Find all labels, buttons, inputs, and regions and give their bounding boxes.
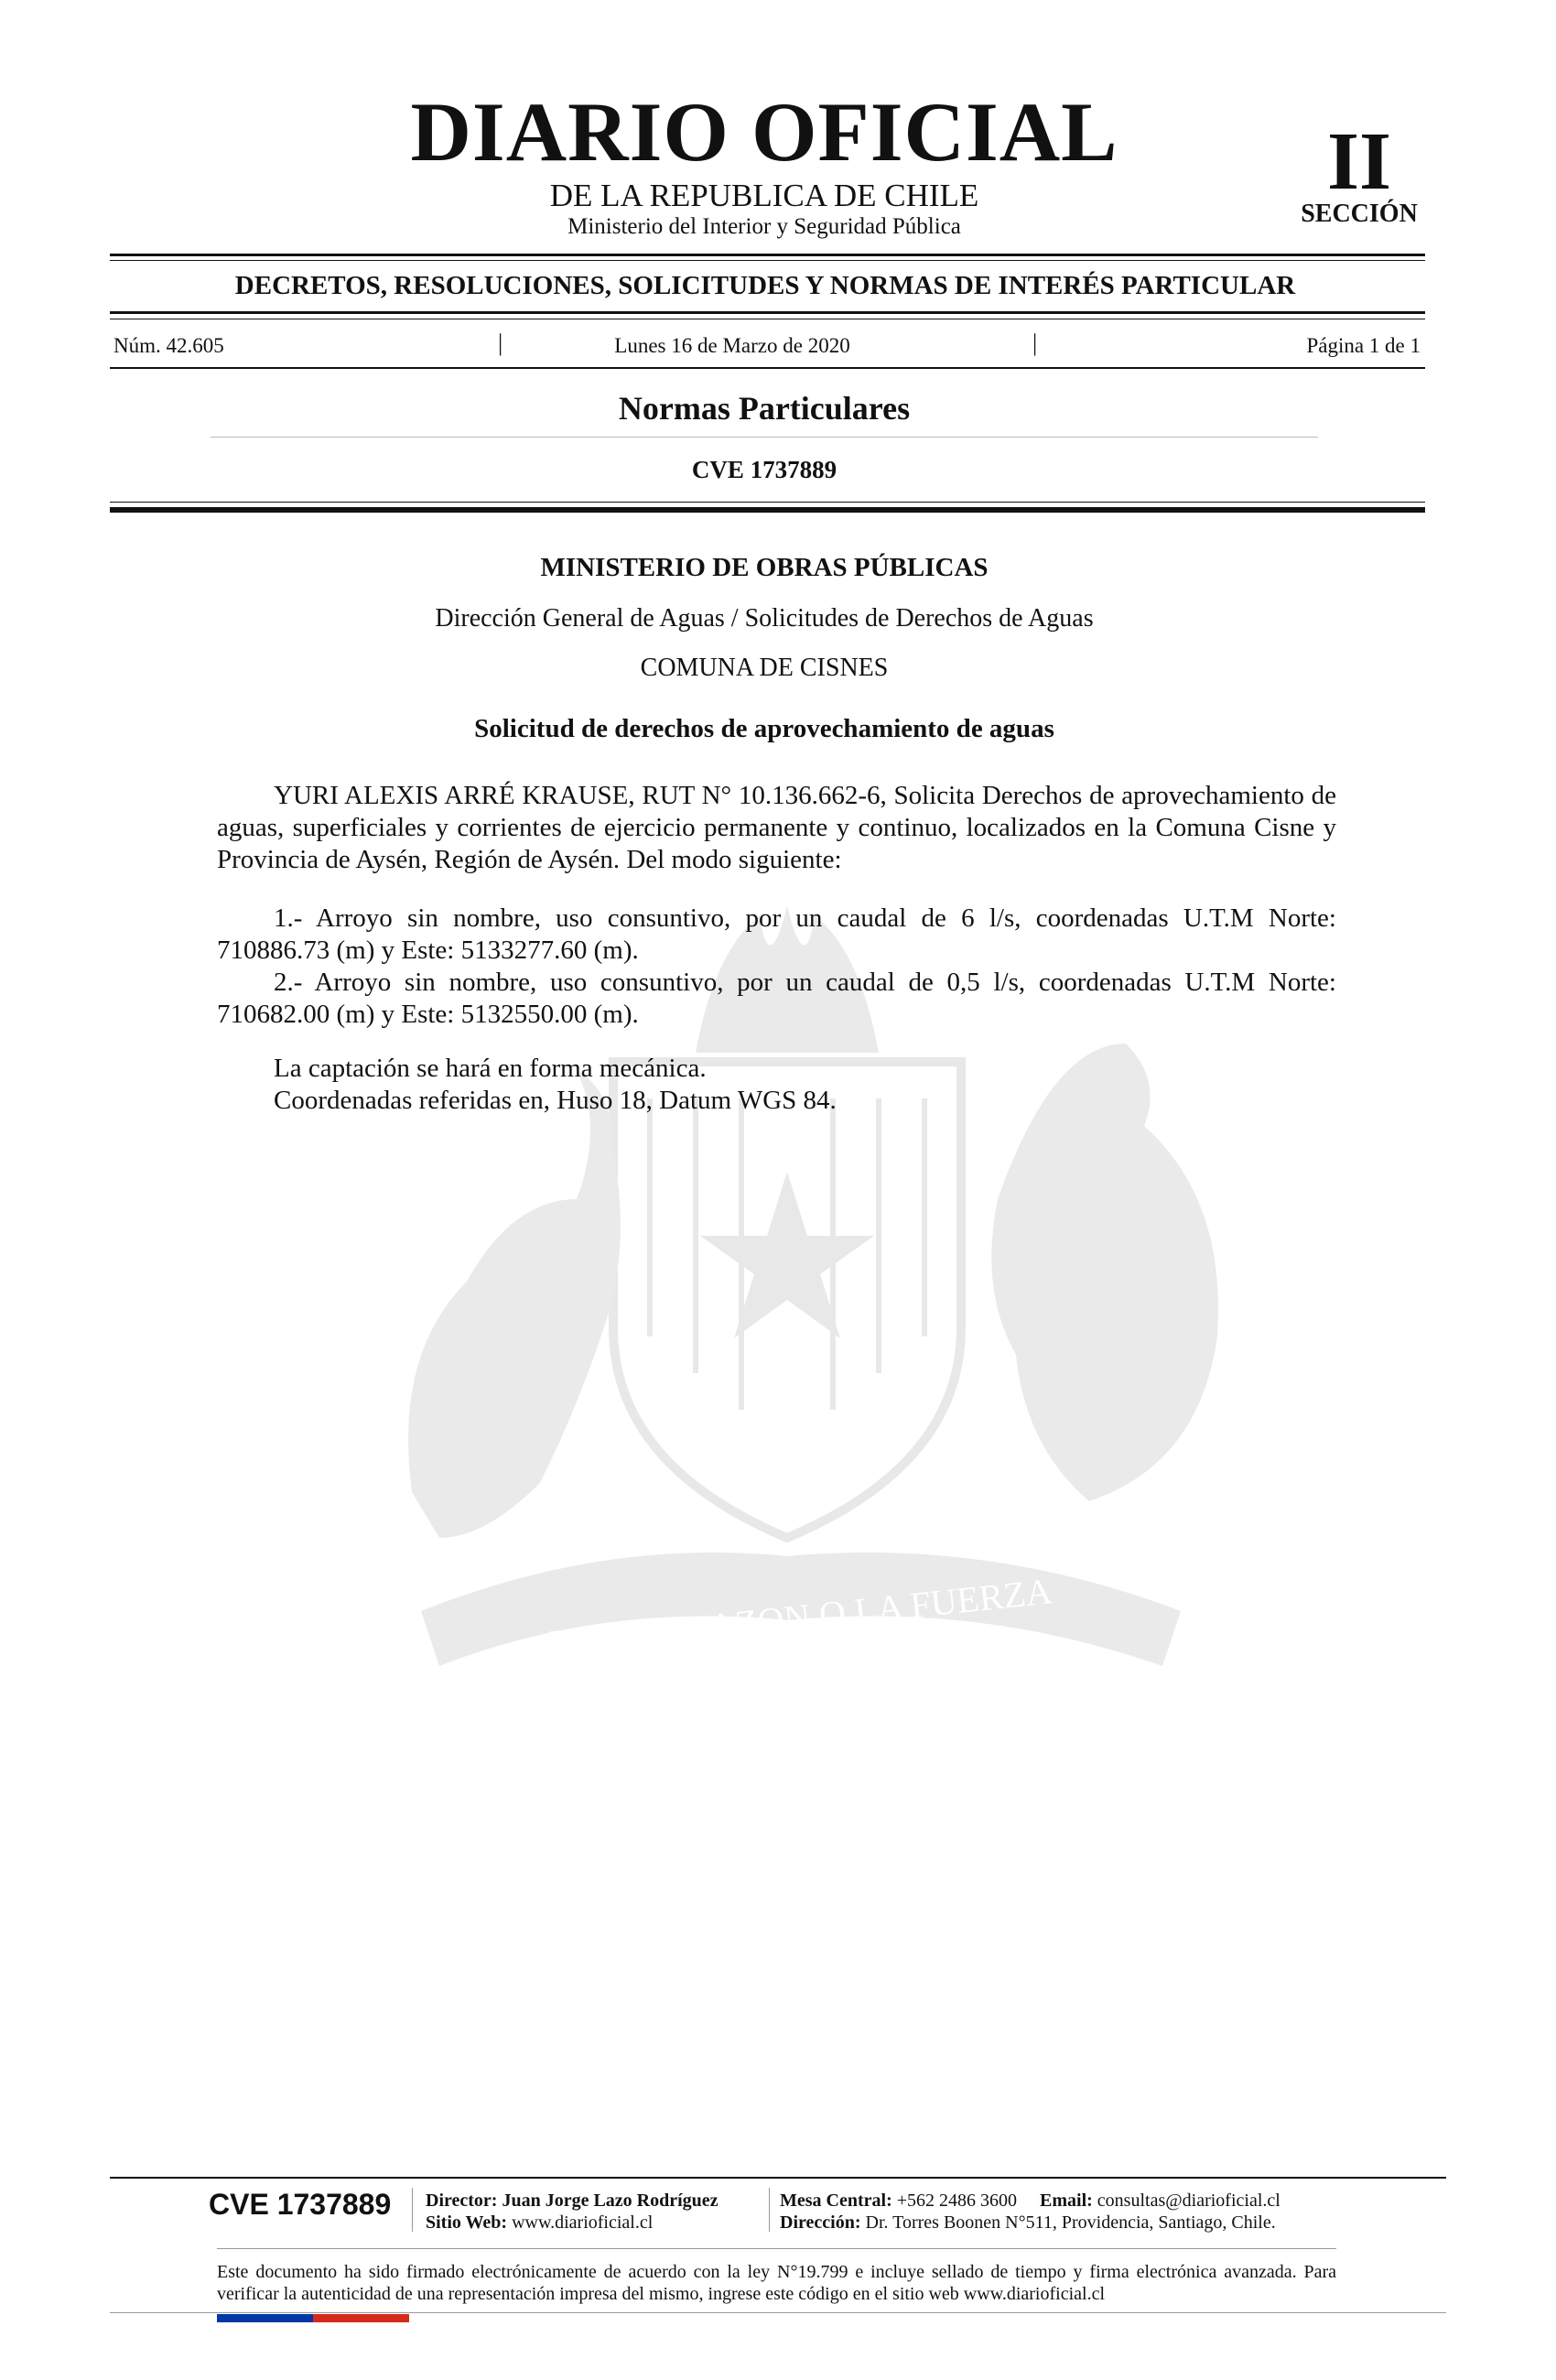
footer-director-block (426, 2190, 719, 2234)
footer-divider (412, 2188, 413, 2232)
footer-rule-thin (217, 2248, 1336, 2249)
footer-divider (769, 2188, 770, 2232)
address-value: Dr. Torres Boonen N°511, Providencia, Santiago, Chile. (865, 2212, 1276, 2233)
issue-date: Lunes 16 de Marzo de 2020 (614, 334, 850, 357)
header-rule-bottom (110, 311, 1425, 314)
masthead-ministry: Ministerio del Interior y Seguridad Pública (567, 214, 961, 239)
header-rule-top-thin (110, 260, 1425, 261)
huemul-figure (408, 1071, 621, 1538)
list-item: 2.- Arroyo sin nombre, uso consuntivo, por un caudal de 0,5 l/s, coordenadas U.T.M Norte: 710682.00 (m) y Este: 5132550.00 (m). (217, 968, 1336, 1029)
info-separator: | (1032, 330, 1038, 356)
commune-line: COMUNA DE CISNES (640, 654, 889, 682)
masthead-subtitle: DE LA REPUBLICA DE CHILE (549, 178, 979, 213)
legal-notice: Este documento ha sido firmado electrónicamente de acuerdo con la ley N°19.799 e incluye sellado de tiempo y firma electrónica avanzada. Para verificar la autenticidad de una representación impresa del mismo, ingrese este código en el sitio web www.diarioficial.cl (217, 2262, 1336, 2304)
closing-notes (217, 1053, 1336, 1117)
flag-blue (217, 2314, 313, 2322)
category-rule (211, 437, 1318, 438)
phone-label: Mesa Central: (780, 2191, 892, 2211)
list-item: 1.- Arroyo sin nombre, uso consuntivo, por un caudal de 6 l/s, coordenadas U.T.M Norte: 710886.73 (m) y Este: 5133277.60 (m). (217, 903, 1336, 965)
request-title: Solicitud de derechos de aprovechamiento de aguas (474, 714, 1054, 743)
flag-red (313, 2314, 409, 2322)
applicant-paragraph (217, 780, 1336, 876)
issue-number: Núm. 42.605 (113, 334, 224, 357)
flag-stripe (217, 2314, 409, 2322)
direction-line: Dirección General de Aguas / Solicitudes de Derechos de Aguas (435, 604, 1094, 633)
phone-value: +562 2486 3600 (896, 2191, 1018, 2211)
ministry-heading: MINISTERIO DE OBRAS PÚBLICAS (540, 553, 989, 582)
director-label: Director: (426, 2191, 498, 2211)
address-label: Dirección: (780, 2212, 861, 2233)
header-rule-top (110, 254, 1425, 256)
cve-rule-thin (110, 502, 1425, 503)
page-count: Página 1 de 1 (1306, 334, 1421, 357)
web-label: Sitio Web: (426, 2212, 508, 2233)
cve-rule-thick (110, 507, 1425, 513)
email-link[interactable]: consultas@diarioficial.cl (1097, 2191, 1280, 2211)
coordinates-note: Coordenadas referidas en, Huso 18, Datum WGS 84. (274, 1086, 837, 1115)
info-separator: | (498, 330, 503, 356)
category-heading: Normas Particulares (618, 390, 911, 427)
email-label: Email: (1040, 2191, 1093, 2211)
masthead-title: DIARIO OFICIAL (410, 85, 1118, 178)
info-rule (110, 367, 1425, 369)
capture-note: La captación se hará en forma mecánica. (274, 1054, 707, 1083)
footer-contact-block (780, 2190, 1280, 2234)
section-number: II (1326, 116, 1392, 207)
motto-text: POR LA RAZON O LA FUERZA (546, 1570, 1054, 1664)
director-name: Juan Jorge Lazo Rodríguez (502, 2191, 719, 2211)
cve-code: CVE 1737889 (691, 456, 837, 483)
paragraph-text: YURI ALEXIS ARRÉ KRAUSE, RUT N° 10.136.662-6, Solicita Derechos de aprovechamiento de aguas, superficiales y corrientes de ejercicio permanente y continuo, localizados en la Comuna Cisne y Provincia de Aysén, Región de Aysén. Del modo siguiente: (217, 781, 1336, 874)
footer-cve: CVE 1737889 (209, 2188, 392, 2221)
star-icon (700, 1172, 874, 1338)
section-label: SECCIÓN (1301, 200, 1418, 228)
web-link[interactable]: www.diarioficial.cl (512, 2212, 654, 2233)
footer-rule (110, 2177, 1446, 2179)
footer-rule-bottom (110, 2312, 1446, 2313)
water-items (217, 903, 1336, 1031)
section-title: DECRETOS, RESOLUCIONES, SOLICITUDES Y NORMAS DE INTERÉS PARTICULAR (234, 271, 1296, 300)
